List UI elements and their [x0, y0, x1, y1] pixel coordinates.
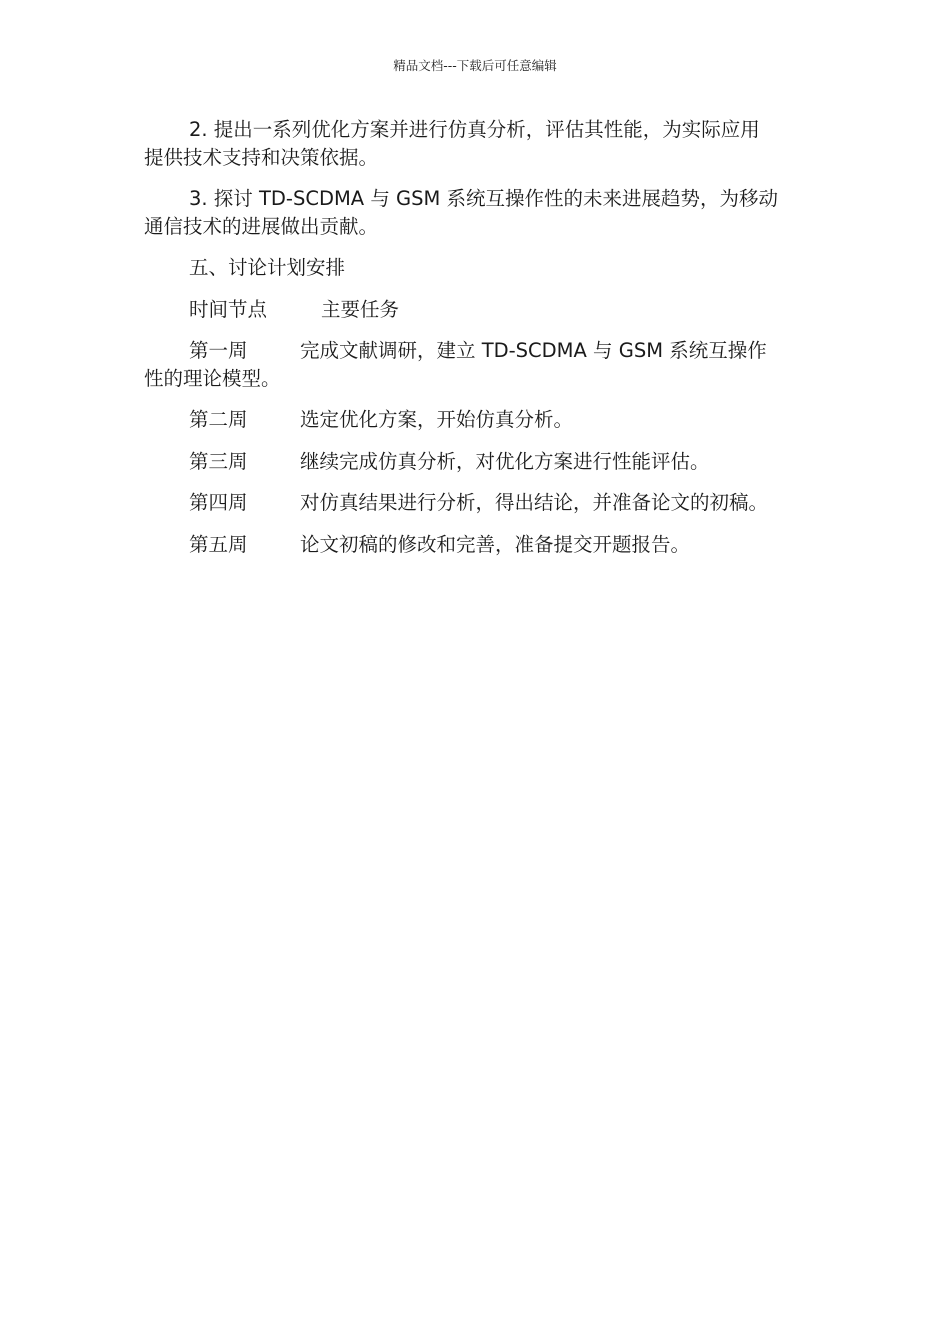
document-body: [144, 116, 814, 572]
schedule-row-week-2: [144, 406, 814, 434]
schedule-header-time: 时间节点: [189, 297, 268, 321]
schedule-task-text: 性的理论模型。: [144, 366, 281, 390]
schedule-row-week-4: [144, 489, 814, 517]
paragraph-objective-3: [144, 185, 814, 240]
paragraph-line: 3. 探讨 TD-SCDMA 与 GSM 系统互操作性的未来进展趋势，为移动: [189, 187, 779, 210]
paragraph-line: 通信技术的进展做出贡献。: [144, 214, 379, 238]
schedule-task-text: 论文初稿的修改和完善，准备提交开题报告。: [300, 532, 691, 556]
schedule-week-label: 第五周: [189, 532, 248, 556]
schedule-row-week-3: [144, 448, 814, 476]
schedule-task-text: 选定优化方案，开始仿真分析。: [300, 408, 574, 431]
schedule-row-week-1: [144, 337, 814, 392]
paragraph-line: 2. 提出一系列优化方案并进行仿真分析，评估其性能，为实际应用: [189, 118, 760, 141]
schedule-week-label: 第四周: [189, 491, 248, 514]
schedule-row-week-5: [144, 531, 814, 559]
paragraph-line: 提供技术支持和决策依据。: [144, 145, 379, 169]
page-header: 精品文档---下载后可任意编辑: [393, 58, 557, 73]
schedule-header-task: 主要任务: [321, 297, 400, 321]
schedule-header-row: [144, 296, 814, 324]
schedule-week-label: 第一周: [189, 339, 248, 362]
section-heading: 五、讨论计划安排: [189, 256, 346, 279]
schedule-task-text: 继续完成仿真分析，对优化方案进行性能评估。: [300, 449, 710, 473]
schedule-week-label: 第三周: [189, 449, 248, 473]
schedule-week-label: 第二周: [189, 408, 248, 431]
paragraph-objective-2: [144, 116, 814, 171]
schedule-task-text: 对仿真结果进行分析，得出结论，并准备论文的初稿。: [300, 491, 769, 514]
schedule-task-text: 完成文献调研，建立 TD-SCDMA 与 GSM 系统互操作: [300, 339, 767, 362]
